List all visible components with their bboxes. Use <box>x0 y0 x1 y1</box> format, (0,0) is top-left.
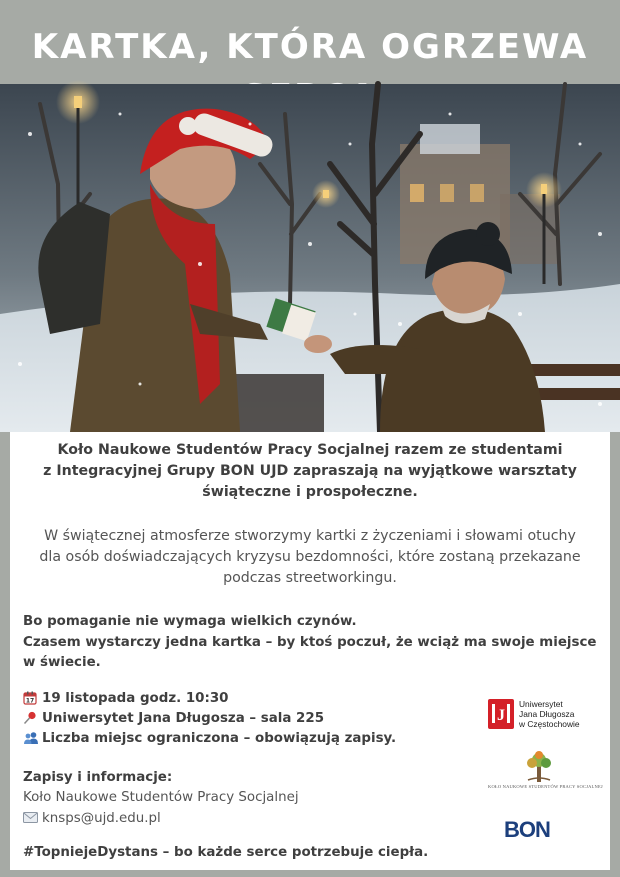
quote-text <box>23 612 597 674</box>
intro-line: świąteczne i prospołeczne. <box>202 484 418 500</box>
winter-scene-image <box>0 84 620 432</box>
hero-illustration <box>0 84 620 432</box>
ujd-logo <box>488 696 598 732</box>
event-date <box>23 688 443 708</box>
intro-text <box>30 440 590 503</box>
event-date-text: 19 listopada godz. 10:30 <box>42 690 229 706</box>
knsps-logo <box>488 750 603 792</box>
contact-organization: Koło Naukowe Studentów Pracy Socjalnej <box>23 790 299 805</box>
calendar-icon <box>23 691 39 705</box>
content-card <box>10 432 610 870</box>
ujd-logo-text <box>519 699 580 729</box>
ujd-logo-line: Uniwersytet <box>519 699 563 709</box>
ujd-emblem-icon <box>488 699 514 729</box>
pushpin-icon <box>23 711 39 725</box>
intro-line: z Integracyjnej Grupy BON UJD zapraszają na wyjątkowe warsztaty <box>43 463 577 479</box>
knsps-logo-caption: KOŁO NAUKOWE STUDENTÓW PRACY SOCJALNEJ <box>488 784 603 789</box>
poster-title: KARTKA, KTÓRA OGRZEWA <box>31 27 589 67</box>
quote-line: Czasem wystarczy jedna kartka – by ktoś poczuł, że wciąż ma swoje miejsce <box>23 634 597 650</box>
people-icon <box>23 731 39 745</box>
contact-section <box>23 768 443 828</box>
contact-heading: Zapisy i informacje: <box>23 770 173 785</box>
event-place-text: Uniwersytet Jana Długosza – sala 225 <box>42 710 325 726</box>
envelope-icon <box>23 812 39 824</box>
contact-email-row <box>23 808 443 828</box>
event-details <box>23 688 443 748</box>
intro-line: Koło Naukowe Studentów Pracy Socjalnej razem ze studentami <box>57 442 563 458</box>
event-place <box>23 708 443 728</box>
quote-line: w świecie. <box>23 655 101 670</box>
tree-icon <box>488 750 590 784</box>
ujd-logo-line: w Częstochowie <box>519 719 580 729</box>
hashtag-text: #TopniejeDystans – bo każde serce potrzebuje ciepła. <box>23 845 429 860</box>
event-seats-text: Liczba miejsc ograniczona – obowiązują zapisy. <box>42 730 397 746</box>
description-line: podczas streetworkingu. <box>223 570 397 586</box>
event-seats <box>23 728 443 748</box>
bon-logo <box>502 814 572 844</box>
bon-logo-text: BON <box>504 817 550 842</box>
ujd-logo-line: Jana Długosza <box>519 709 575 719</box>
svg-text:J: J <box>497 707 505 724</box>
description-line: W świątecznej atmosferze stworzymy kartki z życzeniami i słowami otuchy <box>44 528 576 544</box>
description-text <box>24 526 596 589</box>
quote-line: Bo pomaganie nie wymaga wielkich czynów. <box>23 614 357 629</box>
contact-email-link[interactable]: knsps@ujd.edu.pl <box>42 810 161 826</box>
description-line: dla osób doświadczających kryzysu bezdomności, które zostaną przekazane <box>39 549 581 565</box>
svg-text:17: 17 <box>25 697 35 705</box>
